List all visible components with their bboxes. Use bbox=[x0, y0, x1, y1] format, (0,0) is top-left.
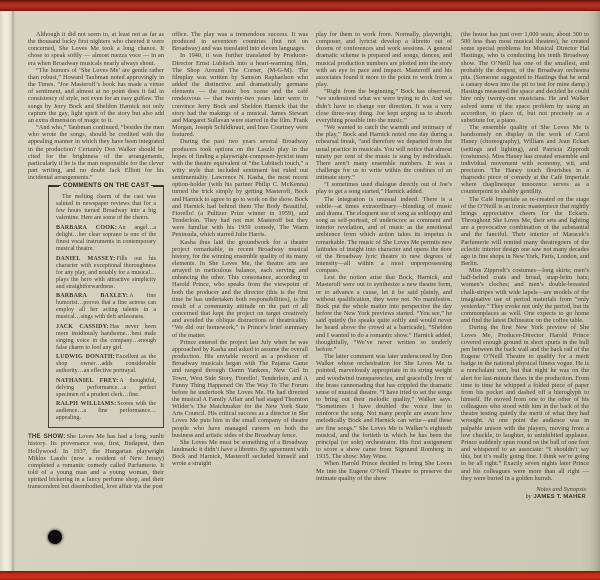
paragraph: office. The play was a tremendous success. It was produced in seventeen countries (but not on Broadway) and was translated into eleven languages. bbox=[172, 31, 308, 53]
cast-name: NATHANIEL FREY: bbox=[56, 377, 119, 384]
cast-entry bbox=[56, 293, 156, 321]
cast-entry bbox=[56, 378, 156, 399]
paragraph: The latter comment was later underscored by Don Walker whose orchestration for She Loves Me is pointed, marvelously appropriate in its string weight and woodwind transparencies, and gracefully free of the brass cannonading that has crippled the dramatic sense of musical theatre. “I have tried to set the songs to bring out their melodic quality,” Walker says. “Sometimes I have doubled the voice line to reinforce the song. Not many people are aware how melodically Bock and Harnick can write—and these are fine songs.” She Loves Me is Walker’s eightieth musical, and the fortieth in which he has been the principal (or sole) orchestrator. His first assignment to score a show came from Sigmund Romberg in 1935. The show: May Wine. bbox=[316, 353, 452, 461]
cast-name: JACK CASSIDY: bbox=[56, 323, 109, 330]
paragraph: The ensemble quality of She Loves Me is handsomely on display in the work of Carol Haney (choreography), William and Jean Eckart (settings and lighting), and Patricia Zipprodt (costumes). Miss Haney has created ensemble and individual movement with economy, wit, and precision. The Haney touch flourishes in a rhapsodic piece of comedy at the Café Imperiale where chaplinesque innocence serves as a counterpoint to shabby gentility. bbox=[461, 124, 589, 196]
cast-entry bbox=[56, 256, 156, 291]
paragraph: Kasha thus laid the groundwork for a theatre project remarkable, in recent Broadway musical history, for the winning ensemble quality of its many elements. In She Loves Me, the theatre arts are arrayed in meticulous balance, each serving and enhancing the other. This consonance, according to Harold Prince, who speaks from the viewpoint of both the producer and the director (this is the first time he has undertaken both responsibilities), is the result of a community attitude on the part of all concerned that kept the project on target creatively and avoided the oblique distractions of theatricality. “We did our homework,” is Prince’s brief summary of the matter. bbox=[172, 238, 308, 339]
cast-comment: Excellent as the shop owner…adds considerable authority…an effective portrayal. bbox=[56, 354, 157, 375]
credit-byline bbox=[461, 494, 586, 501]
cast-entry bbox=[56, 401, 156, 422]
cast-comment: Scores with the audience…a fine performance…appealing. bbox=[56, 401, 156, 422]
paragraph: Prince entered the project last July when he was approached by Kasha and asked to assume the overall production. His enviable record as a producer of Broadway musicals began with The Pajama Game and ranged through Damn Yankees, New Girl In Town, West Side Story, Fiorello!, Tenderloin, and A Funny Thing Happened On The Way To The Forum before he undertook She Loves Me. He had directed the musical A Family Affair and had staged Thornton Wilder’s The Matchmaker for the New York State Arts Council. His critical success as a director in She Loves Me puts him in the small company of theatre people who have managed careers on both the business and artistic sides of the Broadway fence. bbox=[172, 338, 308, 439]
credit-author-name: JAMES T. MAHER bbox=[533, 494, 586, 500]
header-rule-left bbox=[48, 185, 59, 187]
the-show-paragraph bbox=[28, 433, 164, 490]
cast-entry bbox=[56, 225, 156, 253]
cast-box-header bbox=[48, 182, 164, 189]
cast-name: BARBARA COOK: bbox=[56, 225, 118, 232]
cast-entry bbox=[56, 324, 156, 352]
text-column-2 bbox=[172, 31, 308, 545]
cast-comment: Fills out his character with exceptional thoroughness for any play, and notably for a musical…plays the hero with attractive simplicity and straightforwardness. bbox=[56, 255, 156, 290]
paragraph: Miss Zipprodt’s costumes—long skirts; men’s half-belted coats and broad, snap-brim hats; women’s cloches; and men’s double-breasted chalk-stripes with wide lapels—are models of the imaginative use of period materials from “only yesterday.” They evoke not only the period, but its commonplaces as well. One expects to go home and find the latest Delineator on the coffee table. bbox=[461, 267, 589, 325]
cast-comment: An angel…a delight…her clear soprano is one of the finest vocal instruments in contemporary musical theatre. bbox=[56, 225, 156, 253]
paragraph: The integration is unusual indeed. There is a subtle—at times extraordinary—blending of music and drama. The eloquent use of song as soliloquy and song as self-portrait, of underscore as comment and interior revelation, and of music as the emotional ambience from which action takes its impetus is remarkable. The music of She Loves Me permits new latitudes of insight into character and opens the door of the Broadway lyric theatre to new degrees of intensity—all within a most unprepossessing compass. bbox=[316, 195, 452, 275]
credit-by: by bbox=[525, 494, 532, 500]
cast-comment: A fine humorist…proves that a fine actress can employ all her acting talents in a musical…sings with deft artlessness. bbox=[56, 293, 156, 321]
text-column-4 bbox=[461, 31, 589, 545]
author-credit bbox=[461, 486, 589, 501]
cast-comment: A thoughtful, delving performance…a perfect specimen of a prudent clerk…fine. bbox=[56, 377, 156, 398]
paragraph: She Loves Me must be something of a Broadway landmark: it didn’t have a libretto. By agreement with Bock and Harnick, Masteroff secluded himself and wrote a straight bbox=[172, 438, 308, 468]
the-show-label: THE SHOW: bbox=[28, 433, 66, 441]
paragraph: During the first New York preview of She Loves Me, Producer-Director Harold Prince covered enough ground in short spurts in the bull pen between the back wall and the back rail of the Eugene O’Neill Theatre to qualify for a merit badge in the national physical fitness vogue. He is a nonchalant sort, but that night he was on the alert for last-minute flaws in the production. From time to time he whipped a folded piece of paper from his pocket and dashed off a hieroglyph to himself. He moved from one to the other of his colleagues who stood with him in the back of the theatre testing quietly the merit of what they had wrought. At one point the audience was in palpable unison with the players, moving from a low chuckle, to laughter, to uninhibited applause. Prince suddenly spun round on the ball of one foot and whispered to an associate: “I shouldn’t say this, but it’s really going fine. I think we’re going to be all right.” Exactly seven nights later Prince and his colleagues were more than all right — they were buried in a golden hurrah. bbox=[461, 324, 589, 482]
cast-comment: Has never been more insidiously handsome…best male singing voice in the company…enough false charm to fool any girl. bbox=[56, 323, 156, 351]
paragraph: When Harold Prince decided to bring She Loves Me into the Eugene O’Neill Theatre to preserve the intimate quality of the show bbox=[316, 460, 452, 482]
cast-entry bbox=[56, 354, 156, 375]
cast-name: RALPH WILLIAMS: bbox=[56, 401, 117, 408]
comments-on-the-cast-box bbox=[48, 182, 164, 428]
paragraph: (the house has just over 1,000 seats; about 300 to 500 less than most musical theatres), he created some special problems for Musical Director Hal Hastings, who is conducting his tenth Broadway show. The O’Neill has one of the smallest, and probably the deepest, of the Broadway orchestra pits. (Someone suggested to Hastings that he send a canary down into the pit to test for mine damp.) Hastings measured the space and decided he could hire only twenty-one musicians. He and Walker solved some of the space problem by using an accordion, in place of, but not precisely as a substitute for, a piano. bbox=[461, 31, 589, 124]
paragraph: “I sometimes used dialogue directly out of Joe’s play to get a song started,” Harnick added. bbox=[316, 181, 452, 196]
header-rule-right bbox=[153, 185, 164, 187]
cast-name: LUDWIG DONATH: bbox=[56, 354, 115, 361]
cast-name: BARBARA BAXLEY: bbox=[56, 293, 129, 300]
paragraph: “We wanted to catch the warmth and intimacy of the play,” Bock and Harnick noted one day during a rehearsal break, “and therefore we departed from the usual practice in musicals. You will notice that almost ninety per cent of the music is sung by individuals. There aren’t many ensemble numbers. It was a challenge for us to write within the confines of an intimate story.” bbox=[316, 124, 452, 182]
cast-name: DANIEL MASSEY: bbox=[56, 255, 116, 262]
paragraph: “Right from the beginning,” Bock has observed, “we understood what we were trying to do. And we didn’t have to change our direction. It was a very close three-way thing. Joe kept urging us to absorb everything possible into the music.” bbox=[316, 88, 452, 124]
paragraph: During the past two years several Broadway producers took options on the Laszlo play in the hopes of finding a playwright-composer-lyricist team with the theatre equivalent of “the Lubitsch touch,” a witty style that included sentiment but ruled out sentimentality. Lawrence N. Kasha, the most recent option-holder (with his partner Philip C. McKenna) turned the trick simply by getting Masteroff, Bock and Harnick to agree to go to work on the show. Bock and Harnick had behind them The Body Beautiful, Fiorello! (a Pulitzer Prize winner in 1959), and Tenderloin. They had not met Masteroff but they were familiar with his 1959 comedy, The Warm Peninsula, which starred Julie Harris. bbox=[172, 138, 308, 239]
paragraph: play for them to work from. Normally, playwright, composer, and lyricist develop a libretto out of dozens of conferences and work sessions. A general dramatic scheme is prepared and songs, dances, and musical production numbers are plotted into the story with an eye to pace and impact. Masteroff and his associates found it more to the point to work from a play. bbox=[316, 31, 452, 89]
paragraph: “And who,” Taubman continued, “besides the men who wrote the songs, should be credited with the appealing manner in which they have been integrated in the production? Certainly Don Walker should be cited for the brightness of the arrangements, particularly if he is the man responsible for the clever part writing, and no doubt Jack Elliott for his incidental arrangements.” bbox=[28, 124, 164, 182]
cast-box-intro: The melting charm of the cast was saluted in newspaper reviews that for a few hours turned Broadway into a big valentine. Here are some of the cheers. bbox=[56, 194, 156, 222]
paragraph: “The humors of ‘She Loves Me’ are gentle rather than robust,” Howard Taubman noted approvingly in the Times. “Joe Masteroff’s book has made a virtue of sentiment, and almost at no point does it fail in consistency of style, not even for an easy guffaw. The songs by Jerry Bock and Sheldon Harnick not only capture the gay, light spirit of the story but also add an extra dimension of magic to it. bbox=[28, 66, 164, 124]
paragraph: Lest the notion arise that Bock, Harnick, and Masteroff were out to synthesize a new theatre form, or to advance a cause, let it be said plainly, and without qualification, they were not. No manifestos. Bock put the whole matter into perspective the day before the New York previews started. “You see,” he said quietly (he speaks quite softly and would never be heard above the crowd at a barricade), “Sheldon and I wanted to do a romantic show.” Harnick added, thoughtfully, “We’ve never written so tenderly before.” bbox=[316, 274, 452, 353]
cast-box-title: COMMENTS ON THE CAST bbox=[62, 182, 150, 190]
paragraph: In 1940, it was further translated by Producer-Director Ernst Lubitsch into a heart-warming film, The Shop Around The Corner, (M-G-M). The filmplay was written by Samson Raphaelson who added the distinctive and dramatically germane elements — the music box scene and the café rendezvous — that twenty-two years later were to convince Jerry Bock and Sheldon Harnick that the story had the makings of a musical. James Stewart and Margaret Sullavan were starred in the film. Frank Morgan, Joseph Schildkraut, and Inez Courtney were featured. bbox=[172, 52, 308, 139]
top-red-band bbox=[0, 0, 600, 11]
text-column-3 bbox=[316, 31, 452, 545]
spine-edge bbox=[0, 0, 15, 580]
paragraph: Although it did not seem to, at least not as far as the thousand lucky first nighters who cheered it were concerned, She Loves Me took a long chance. It chose to speak softly — almost mezza voce — in an era when Broadway musicals nearly always shout. bbox=[28, 31, 164, 67]
punch-hole bbox=[48, 530, 62, 544]
text-column-1 bbox=[28, 31, 164, 545]
paragraph: The Café Imperiale as re-created on the stage of the O’Neill is an ironic masterpiece that nightly brings appreciative cheers for the Eckarts. Throughout She Loves Me, their sets and lighting are a provocative combination of the substantial and the fanciful. Their interior of Maracek’s Parfumerie will remind many theatregoers of the eclectic interior design one saw not many decades ago in fine shops in New York, Paris, London, and Berlin. bbox=[461, 195, 589, 267]
bottom-red-band bbox=[0, 571, 600, 580]
credit-title: Notes and Synopsis bbox=[536, 485, 586, 493]
the-show-text: She Loves Me has had a long, sunlit history. Its provenance was, first, Budapest, then Hollywood. In 1937, the Hungarian playwright Miklos Laszlo (now a resident of New Jersey) completed a romantic comedy called Parfumerie. It told of a young man and a young woman, their spirited bickering in a fancy perfume shop, and their transcendent but disembodied, love affair via the post bbox=[28, 433, 164, 491]
